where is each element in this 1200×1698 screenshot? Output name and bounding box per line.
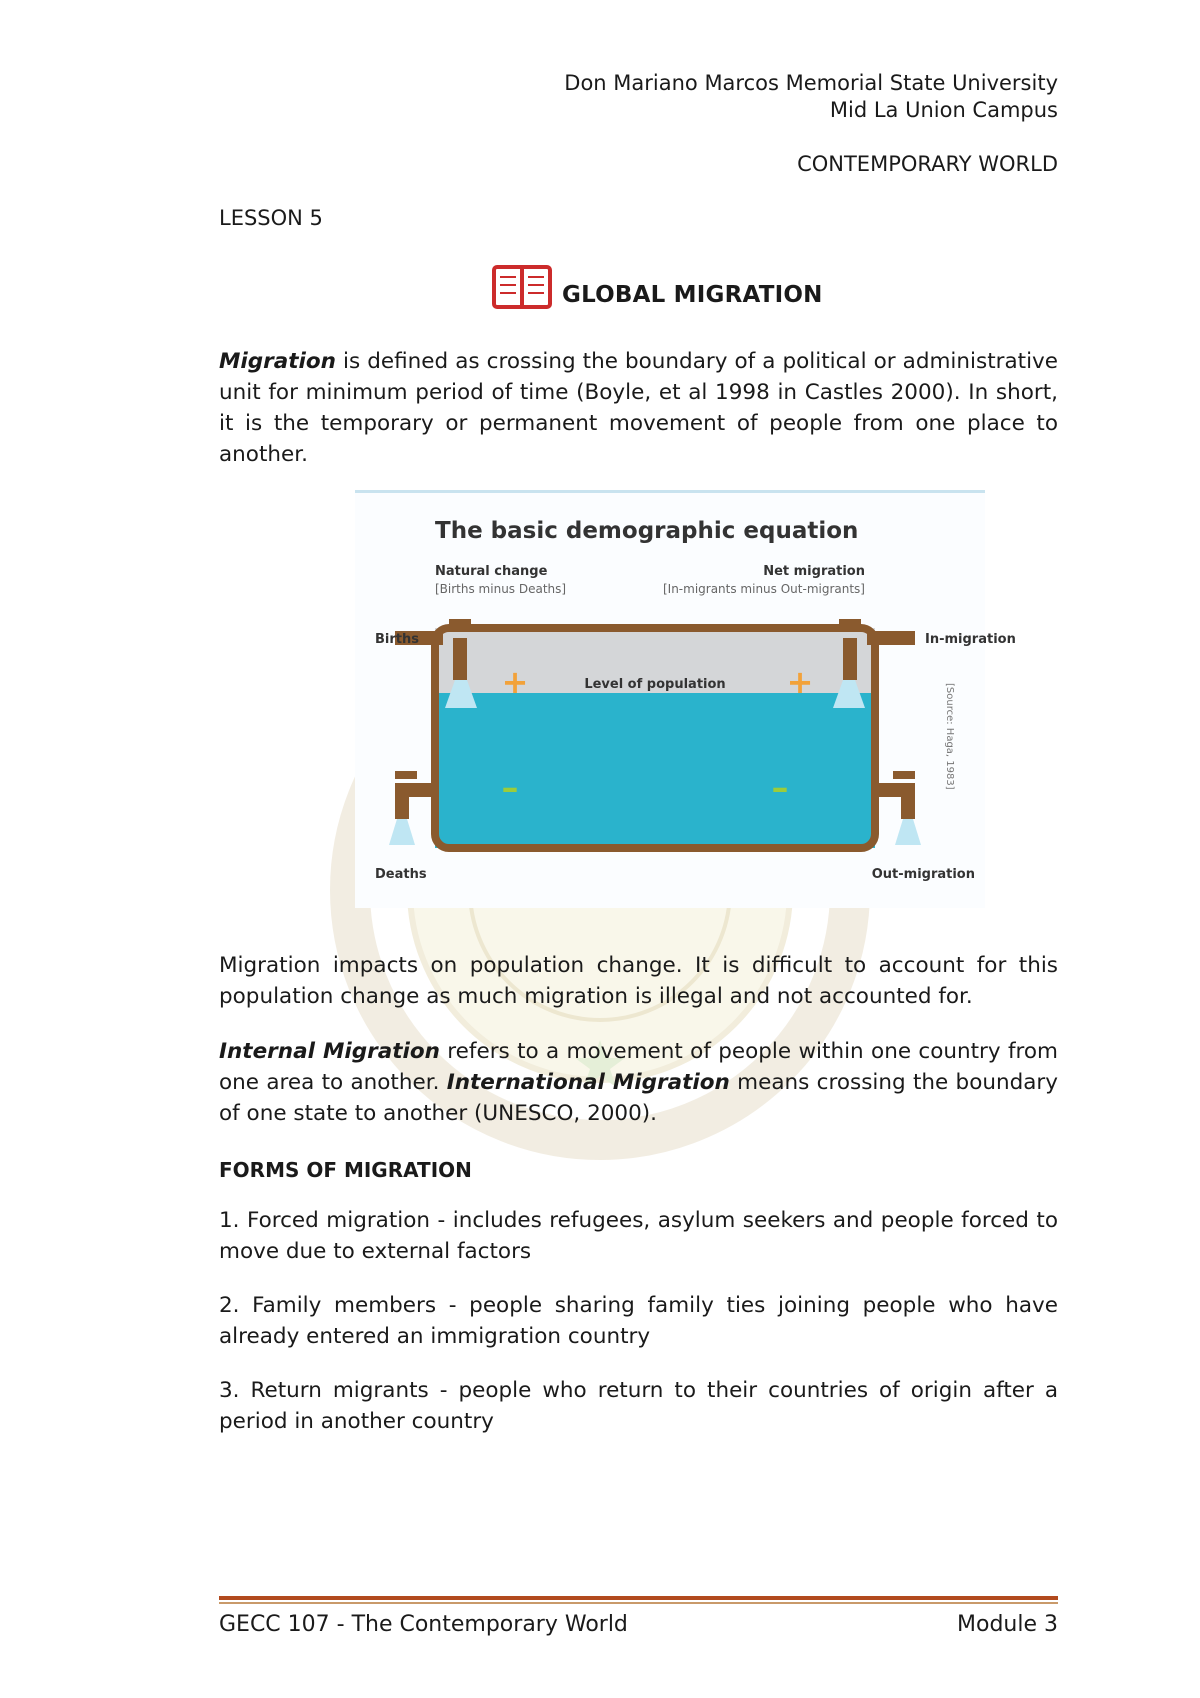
page-title: GLOBAL MIGRATION [562,282,823,308]
source-note: [Source: Haga, 1983] [944,683,955,790]
out-migration-label: Out-migration [871,867,975,882]
in-migration-label: In-migration [925,632,1016,647]
figure-title: The basic demographic equation [435,518,859,544]
university-name: Don Mariano Marcos Memorial State University [564,71,1058,95]
list-item-number: 1. [219,1208,240,1233]
impact-paragraph: Migration impacts on population change. It is difficult to account for this population change as much migration is illegal and not accounted for. [219,953,1058,1009]
minus-sign-left: – [501,768,519,808]
natural-change-label: Natural change [435,564,548,579]
list-item-number: 2. [219,1293,240,1318]
intro-paragraph [219,346,1058,470]
forms-heading: FORMS OF MIGRATION [219,1158,472,1182]
list-item-text: Return migrants - people who return to their countries of origin after a period in another country [219,1378,1058,1434]
list-item [219,1290,1058,1352]
open-book-icon [492,263,552,311]
internal-migration-text: refers to a movement of people within one country from one area to another. [219,1039,1058,1095]
list-item-number: 3. [219,1378,240,1403]
plus-sign-right: + [786,663,814,701]
term-internal-migration: Internal Migration [219,1039,440,1064]
level-of-population-label: Level of population [584,677,726,692]
list-item [219,1205,1058,1267]
demographic-equation-figure [355,490,1016,908]
footer-module: Module 3 [957,1612,1058,1637]
campus-name: Mid La Union Campus [829,98,1058,122]
plus-sign-left: + [501,663,529,701]
deaths-water-stream [389,819,415,845]
course-name: CONTEMPORARY WORLD [797,152,1058,176]
lesson-label: LESSON 5 [219,206,323,230]
list-item-text: Family members - people sharing family ties joining people who have already entered an immigration country [219,1293,1058,1349]
term-migration: Migration [219,349,336,374]
international-migration-text: means crossing the boundary of one state to another (UNESCO, 2000). [219,1070,1058,1126]
footer-rule [219,1596,1058,1600]
net-migration-label: Net migration [763,564,865,579]
footer-rule-thin [219,1602,1058,1604]
intro-text: is defined as crossing the boundary of a political or administrative unit for minimum period of time (Boyle, et al 1998 in Castles 2000). In short, it is the temporary or permanent movement of people from one place to another. [219,349,1058,467]
deaths-label: Deaths [375,867,427,882]
migration-types-paragraph [219,1036,1058,1129]
out-migration-water-stream [895,819,921,845]
list-item [219,1375,1058,1437]
list-item-text: Forced migration - includes refugees, asylum seekers and people forced to move due to external factors [219,1208,1058,1264]
net-migration-sub: [In-migrants minus Out-migrants] [662,582,865,596]
minus-sign-right: – [771,768,789,808]
term-international-migration: International Migration [446,1070,730,1095]
births-label: Births [375,632,419,647]
footer-course: GECC 107 - The Contemporary World [219,1612,628,1637]
in-migration-faucet [867,631,915,645]
natural-change-sub: [Births minus Deaths] [435,582,567,596]
